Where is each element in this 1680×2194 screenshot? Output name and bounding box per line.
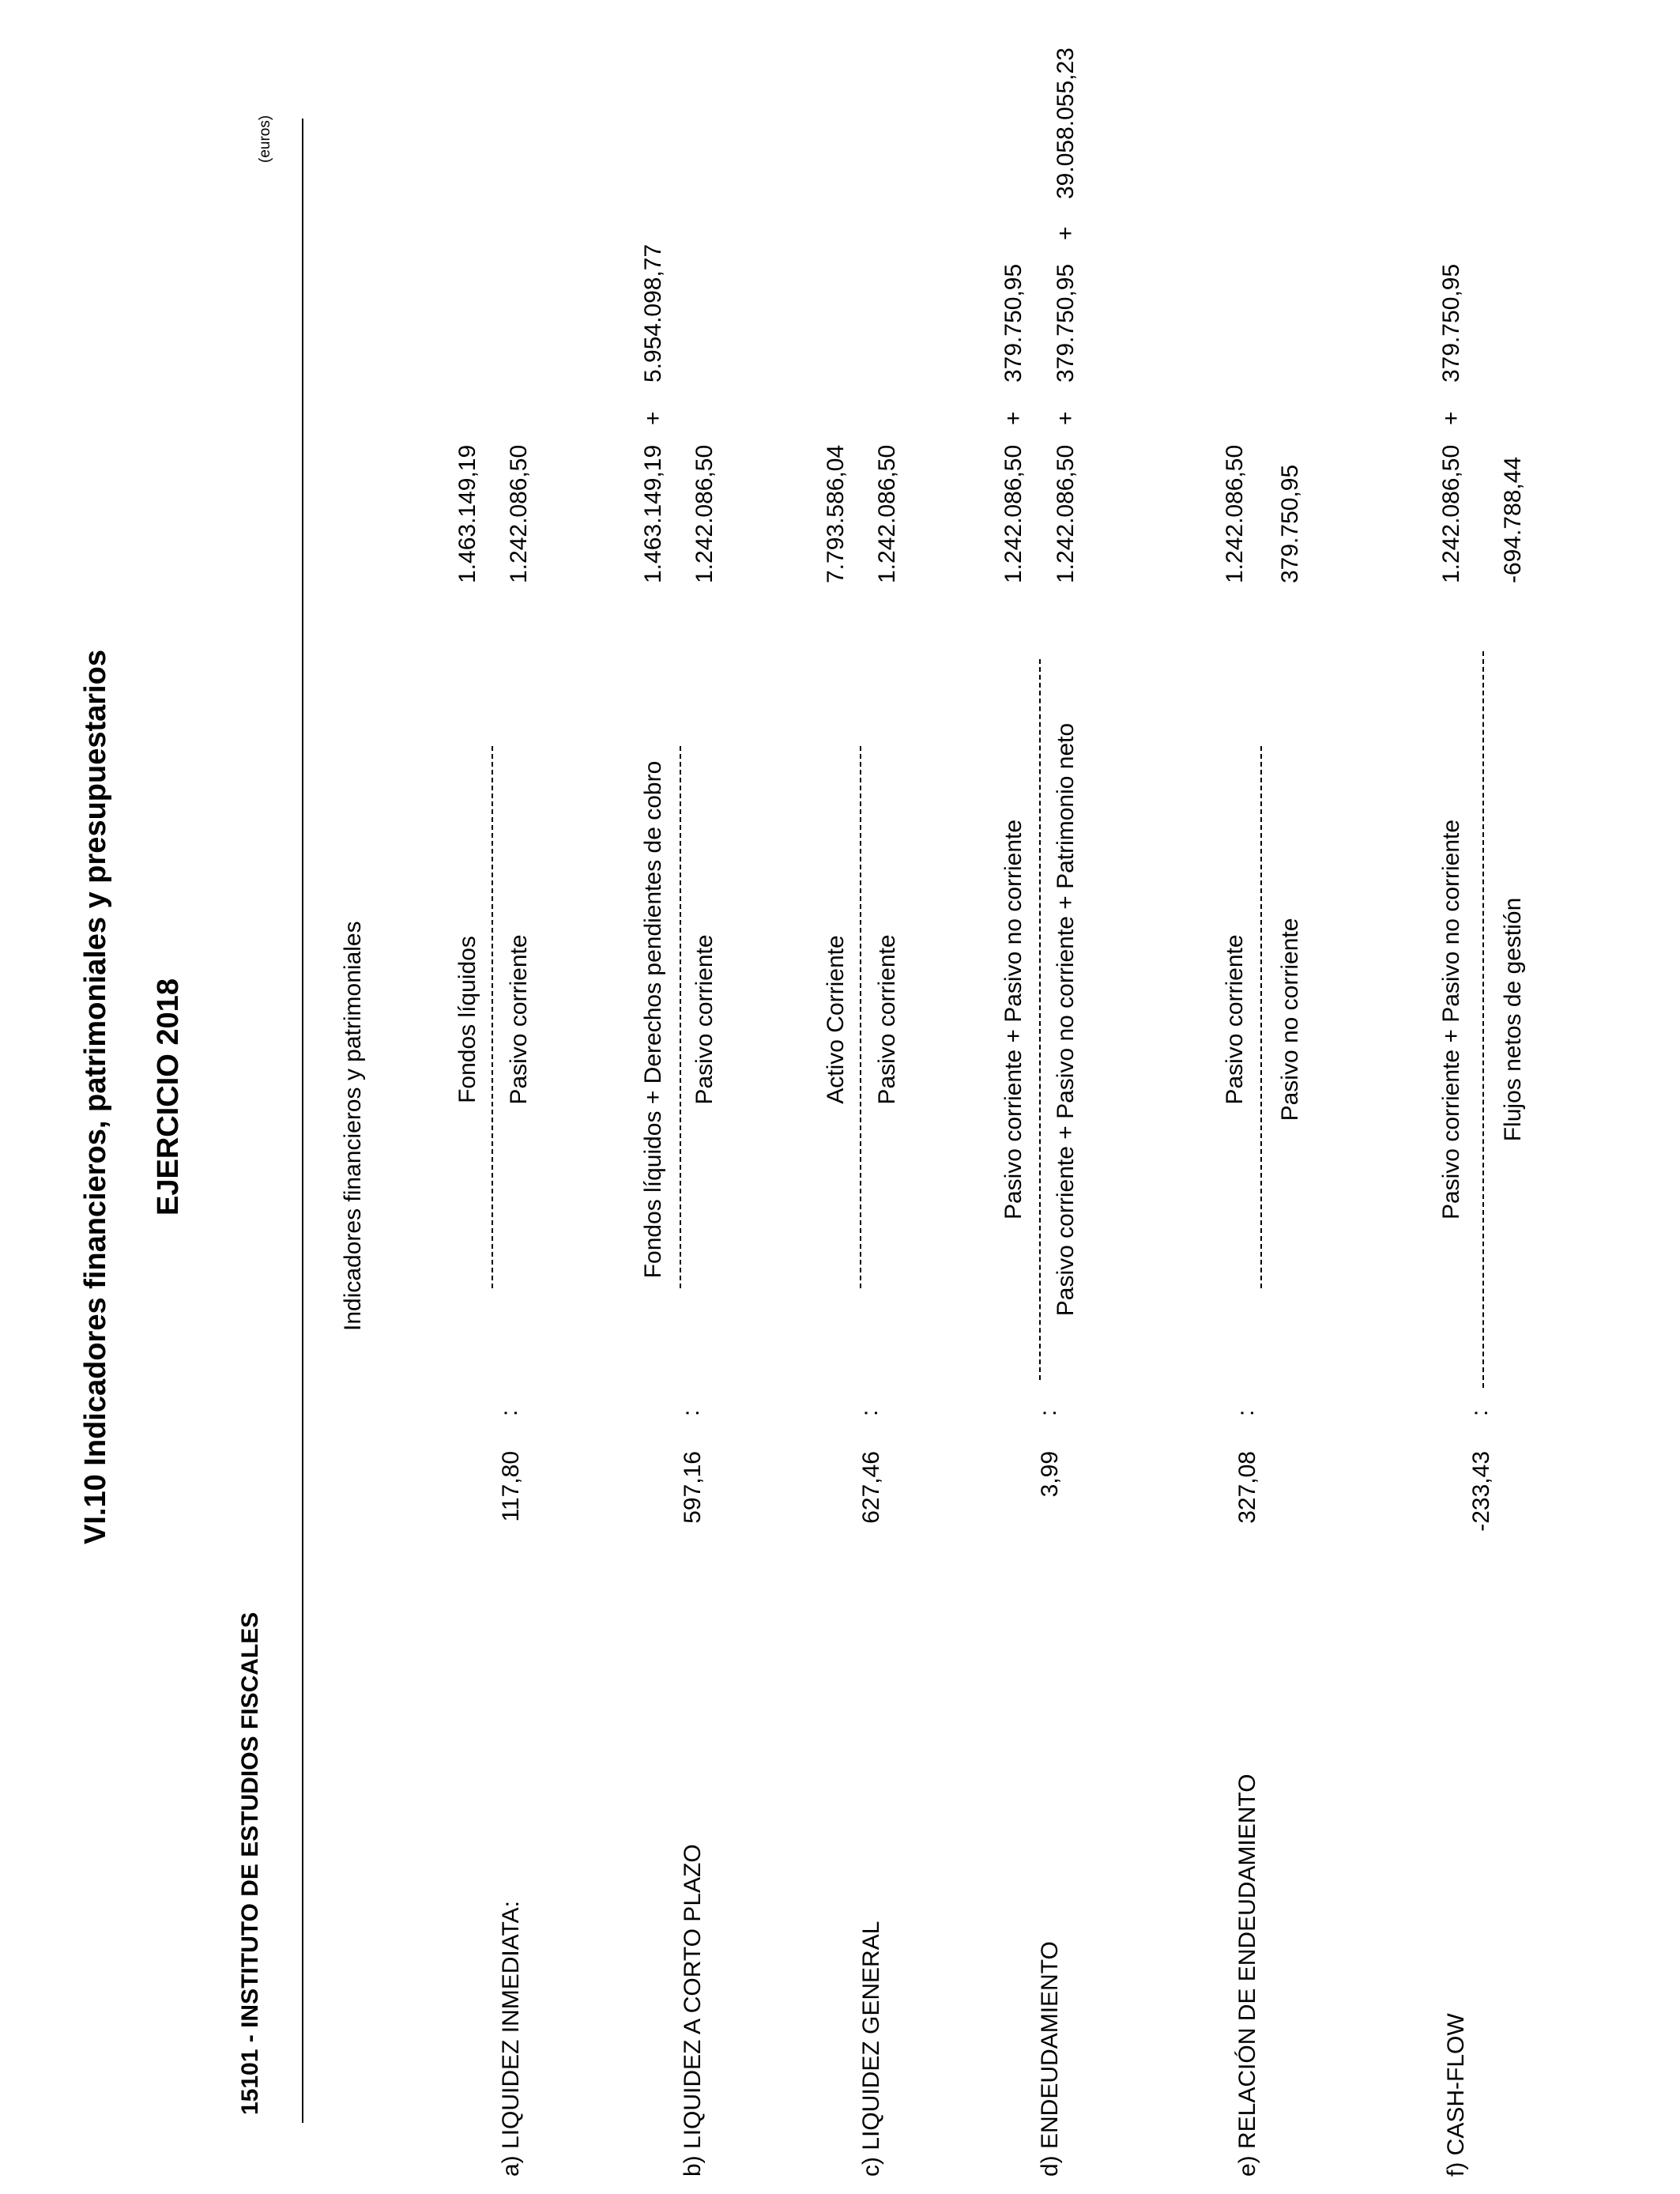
indicator-label: c) LIQUIDEZ GENERAL	[858, 1921, 884, 2177]
denominator-label: Pasivo corriente + Pasivo no corriente + Patrimonio neto	[1053, 722, 1079, 1317]
fraction-line	[1482, 651, 1484, 1388]
denominator-label: Pasivo corriente	[506, 934, 532, 1105]
numerator-value: 1.463.149,19	[640, 444, 666, 583]
numerator-label: Pasivo corriente + Pasivo no corriente	[1000, 819, 1026, 1220]
numerator-label: Fondos líquidos	[454, 936, 480, 1103]
numerator-value: 1.242.086,50	[1438, 444, 1464, 583]
indicator-label: d) ENDEUDAMIENTO	[1037, 1941, 1063, 2177]
section-title: Indicadores financieros y patrimoniales	[340, 921, 366, 1331]
denominator-value: 39.058.055,23	[1053, 47, 1079, 199]
denominator-value: 379.750,95	[1053, 263, 1079, 383]
numerator-value: 1.242.086,50	[1000, 444, 1026, 583]
denominator-label: Pasivo corriente	[874, 934, 900, 1105]
denominator-label: Flujos netos de gestión	[1500, 897, 1526, 1142]
indicator-value: 597,16	[680, 1451, 706, 1524]
numerator-plus: +	[640, 411, 666, 425]
fraction-line	[1039, 659, 1041, 1380]
denominator-value: 1.242.086,50	[691, 444, 718, 583]
denominator-value: 379.750,95	[1277, 464, 1303, 583]
page-subtitle: EJERCICIO 2018	[152, 978, 185, 1216]
numerator-label: Pasivo corriente	[1222, 934, 1248, 1105]
denominator-value: -694.788,44	[1500, 456, 1526, 583]
numerator-value: 1.463.149,19	[454, 444, 480, 583]
numerator-label: Pasivo corriente + Pasivo no corriente	[1438, 819, 1464, 1220]
indicator-sep: :	[496, 1409, 522, 1416]
page-title: VI.10 Indicadores financieros, patrimoniales y presupuestarios	[79, 650, 112, 1544]
denominator-value: 1.242.086,50	[1053, 444, 1079, 583]
denominator-label: Pasivo corriente	[691, 934, 718, 1105]
indicator-sep: :	[857, 1409, 883, 1416]
indicator-sep: :	[1233, 1409, 1259, 1416]
indicator-label: f) CASH-FLOW	[1443, 2013, 1469, 2177]
indicator-label: b) LIQUIDEZ A CORTO PLAZO	[680, 1844, 706, 2177]
indicator-value: -233,43	[1468, 1451, 1494, 1532]
indicator-value: 3,99	[1037, 1451, 1063, 1498]
denominator-value: 1.242.086,50	[874, 444, 900, 583]
denominator-label: Pasivo no corriente	[1277, 918, 1303, 1122]
numerator-value: 7.793.586,04	[823, 444, 849, 583]
header-rule	[302, 119, 303, 2123]
indicator-label: e) RELACIÓN DE ENDEUDAMIENTO	[1234, 1774, 1260, 2177]
unit-label: (euros)	[257, 115, 273, 163]
indicator-sep: :	[1035, 1409, 1061, 1416]
numerator-label: Fondos líquidos + Derechos pendientes de cobro	[640, 760, 666, 1279]
indicator-value: 627,46	[858, 1451, 884, 1524]
numerator-plus: +	[1000, 411, 1026, 425]
numerator-plus: +	[1438, 411, 1464, 425]
indicator-sep: :	[1467, 1409, 1493, 1416]
indicator-value: 327,08	[1234, 1451, 1260, 1524]
numerator-value: 1.242.086,50	[1222, 444, 1248, 583]
fraction-line	[1260, 746, 1262, 1288]
denominator-value: 1.242.086,50	[506, 444, 532, 583]
entity-name: 15101 - INSTITUTO DE ESTUDIOS FISCALES	[237, 1612, 263, 2115]
numerator-value: 379.750,95	[1000, 263, 1026, 383]
denominator-plus: +	[1053, 411, 1079, 425]
indicator-value: 117,80	[498, 1451, 524, 1522]
indicator-sep: :	[678, 1409, 704, 1416]
numerator-value: 379.750,95	[1438, 263, 1464, 383]
indicator-label: a) LIQUIDEZ INMEDIATA:	[498, 1901, 524, 2177]
numerator-value: 5.954.098,77	[640, 243, 666, 383]
fraction-line	[860, 746, 861, 1288]
fraction-line	[492, 746, 493, 1288]
denominator-plus: +	[1053, 226, 1079, 240]
numerator-label: Activo Corriente	[823, 935, 849, 1104]
fraction-line	[680, 746, 681, 1288]
